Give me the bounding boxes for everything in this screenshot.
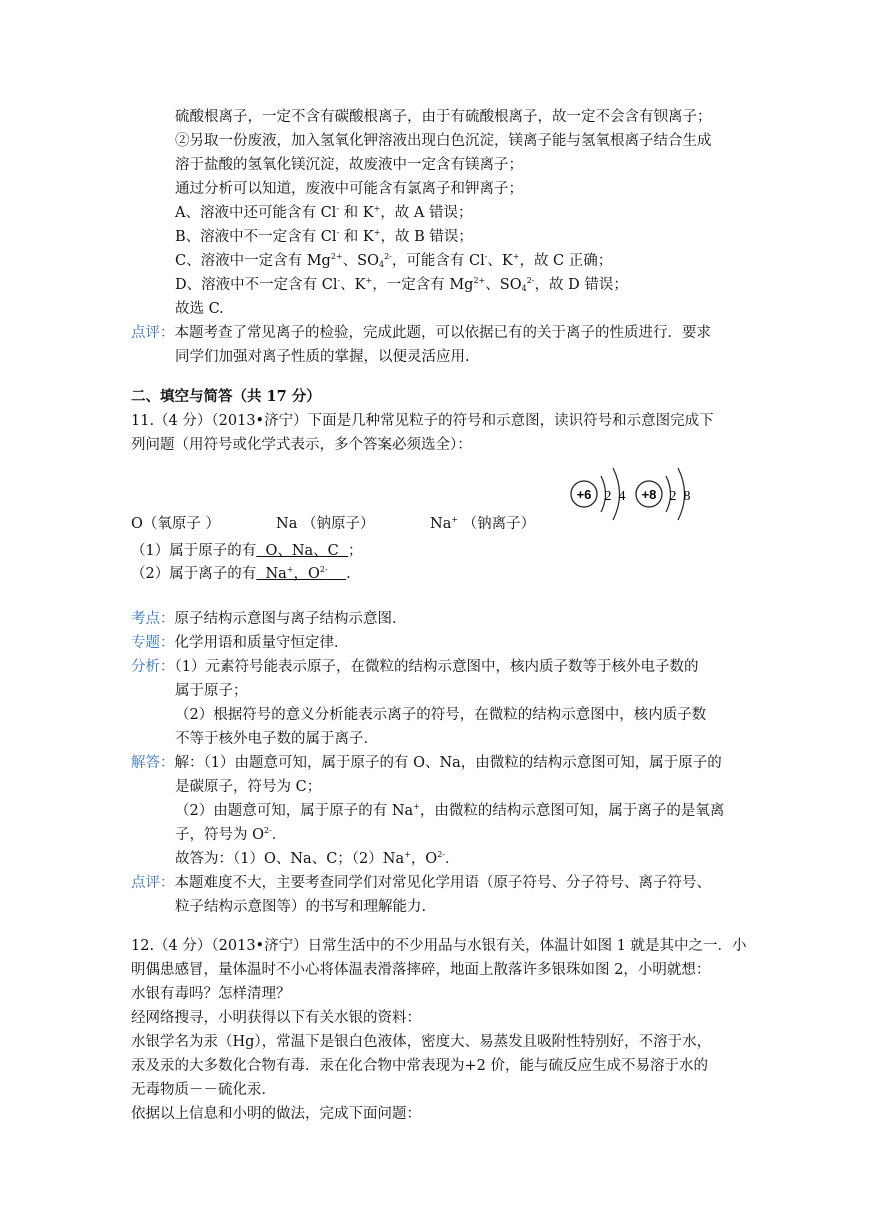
- choose-answer: 故选 C.: [175, 301, 224, 317]
- oxygen-ion-structure-diagram: [636, 468, 691, 520]
- q12-line-1: 12.（4 分）（2013•济宁）日常生活中的不少用品与水银有关，体温计如图 1 就是其中之一．小: [131, 938, 747, 954]
- fenxi-line-2: 属于原子；: [175, 683, 248, 699]
- q11-part-1-answer: O、Na、C: [256, 543, 348, 559]
- review-1-line-1: 点评：本题考查了常见离子的检验，完成此题，可以依据已有的关于离子的性质进行．要求: [131, 325, 711, 341]
- jieda-line-3: （2）由题意可知，属于原子的有 Na+，由微粒的结构示意图可知，属于离子的是氧离: [175, 802, 725, 819]
- review-1-line-2: 同学们加强对离子性质的掌握，以便灵活应用.: [175, 349, 470, 365]
- dianping-line-1: 点评：本题难度不大，主要考查同学们对常见化学用语（原子符号、分子符号、离子符号、: [131, 875, 711, 891]
- fenxi-label: 分析：: [131, 659, 175, 675]
- jieda-line-1: 解答：解：（1）由题意可知，属于原子的有 O、Na，由微粒的结构示意图可知，属于原子的: [131, 755, 722, 771]
- fenxi-line-4: 不等于核外电子数的属于离子．: [175, 731, 378, 747]
- q11-line-2: 列问题（用符号或化学式表示，多个答案必须选全）：: [131, 437, 472, 453]
- q12-line-5: 水银学名为汞（Hg），常温下是银白色液体，密度大、易蒸发且吸附性特别好，不溶于水，: [131, 1034, 712, 1050]
- jieda-line-4: 子，符号为 $O^{2-}$．: [175, 826, 287, 843]
- option-c: C、溶液中一定含有 $Mg^{2+}$、$SO_4^{2-}$，可能含有 Cl-、K+，故 C 正确；: [175, 252, 613, 269]
- answer-line: 故答为：（1）O、Na、C；（2）Na+，$O^{2-}$．: [175, 850, 460, 867]
- q12-line-8: 依据以上信息和小明的做法，完成下面问题：: [131, 1106, 421, 1122]
- solution-line-2: ②另取一份废液，加入氢氧化钾溶液出现白色沉淀，镁离子能与氢氧根离子结合生成: [175, 133, 712, 149]
- symbol-sodium-ion: Na+ （钠离子）: [430, 515, 536, 532]
- review-label: 点评：: [131, 325, 175, 341]
- kaodian-line: 考点：原子结构示意图与离子结构示意图．: [131, 611, 407, 627]
- q12-line-2: 明偶患感冒，量体温时不小心将体温表滑落摔碎，地面上散落许多银珠如图 2，小明就想：: [131, 962, 711, 978]
- q11-part-2-answer: Na+，$O^{2-}$: [256, 565, 328, 582]
- carbon-shell-2-electrons: 4: [618, 489, 626, 504]
- carbon-nucleus: +6: [576, 487, 592, 502]
- symbol-sodium-atom: Na （钠原子）: [276, 516, 375, 532]
- fenxi-line-1: 分析：（1）元素符号能表示原子，在微粒的结构示意图中，核内质子数等于核外电子数的: [131, 659, 699, 675]
- q11-part-1: （1）属于原子的有 O、Na、C ；: [131, 543, 363, 559]
- solution-line-3: 溶于盐酸的氢氧化镁沉淀，故废液中一定含有镁离子；: [175, 157, 523, 173]
- option-d: D、溶液中不一定含有 Cl-、K+，一定含有 $Mg^{2+}$、$SO_4^{2-}$，故 D 错误；: [175, 276, 628, 293]
- solution-line-4: 通过分析可以知道，废液中可能含有氯离子和钾离子；: [175, 181, 523, 197]
- zhuanti-line: 专题：化学用语和质量守恒定律．: [131, 635, 349, 651]
- oxygen-nucleus: +8: [641, 487, 657, 502]
- carbon-shell-1-electrons: 2: [604, 489, 612, 504]
- jieda-line-2: 是碳原子，符号为 C；: [175, 779, 322, 795]
- q12-line-4: 经网络搜寻，小明获得以下有关水银的资料：: [131, 1010, 421, 1026]
- section-title: 二、填空与简答（共 17 分）: [131, 388, 321, 405]
- q12-line-6: 汞及汞的大多数化合物有毒．汞在化合物中常表现为+2 价，能与硫反应生成不易溶于水的: [131, 1058, 708, 1074]
- structure-diagrams: [566, 466, 706, 536]
- option-a: A、溶液中还可能含有 Cl- 和 K+，故 A 错误；: [175, 204, 473, 221]
- zhuanti-label: 专题：: [131, 635, 175, 651]
- solution-line-1: 硫酸根离子，一定不含有碳酸根离子，由于有硫酸根离子，故一定不会含有钡离子；: [175, 109, 712, 125]
- q11-part-2: （2）属于离子的有 Na+，$O^{2-}$ .: [131, 565, 351, 582]
- symbol-oxygen-atom: O（氧原子 ）: [131, 516, 220, 532]
- jieda-label: 解答：: [131, 755, 175, 771]
- fenxi-line-3: （2）根据符号的意义分析能表示离子的符号，在微粒的结构示意图中，核内质子数: [175, 707, 707, 723]
- option-b: B、溶液中不一定含有 Cl- 和 K+，故 B 错误；: [175, 228, 473, 245]
- q12-line-7: 无毒物质－－硫化汞．: [131, 1082, 276, 1098]
- oxygen-shell-1-electrons: 2: [669, 489, 677, 504]
- dianping-label: 点评：: [131, 875, 175, 891]
- kaodian-label: 考点：: [131, 611, 175, 627]
- q11-line-1: 11.（4 分）（2013•济宁）下面是几种常见粒子的符号和示意图，读识符号和示意图完成下: [131, 413, 714, 429]
- q12-line-3: 水银有毒吗？怎样清理？: [131, 986, 291, 1002]
- dianping-line-2: 粒子结构示意图等）的书写和理解能力.: [175, 899, 427, 915]
- oxygen-shell-2-electrons: 8: [683, 489, 691, 504]
- carbon-structure-diagram: [571, 468, 626, 520]
